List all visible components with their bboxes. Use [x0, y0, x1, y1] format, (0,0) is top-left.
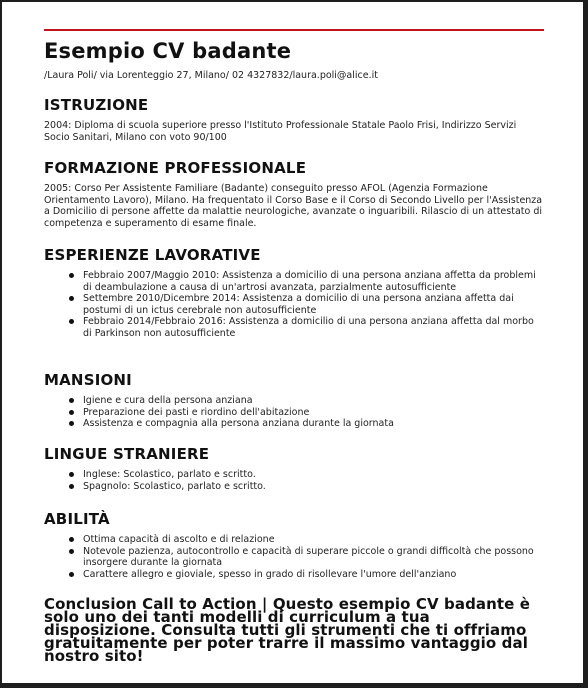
list-item: Preparazione dei pasti e riordino dell'abitazione — [69, 407, 544, 419]
list-item: Carattere allegro e gioviale, spesso in grado di risollevare l'umore dell'anziano — [69, 569, 544, 581]
section-formazione — [44, 159, 544, 229]
esperienze-list — [44, 270, 544, 340]
abilita-list — [44, 534, 544, 580]
istruzione-text: 2004: Diploma di scuola superiore presso l'Istituto Professionale Statale Paolo Frisi, Indirizzo Servizi Socio Sanitari, Milano con voto 90/100 — [44, 120, 517, 143]
cv-title: Esempio CV badante — [44, 39, 292, 63]
section-esperienze — [44, 246, 544, 340]
list-item: Inglese: Scolastico, parlato e scritto. — [69, 469, 544, 481]
contact-line: /Laura Poli/ via Lorenteggio 27, Milano/ 02 4327832/laura.poli@alice.it — [44, 70, 378, 81]
heading-mansioni: MANSIONI — [44, 371, 132, 389]
list-item: Notevole pazienza, autocontrollo e capacità di superare piccole o grandi difficoltà che possono insorgere durante la giornata — [69, 546, 544, 569]
section-lingue — [44, 445, 544, 492]
formazione-text: 2005: Corso Per Assistente Familiare (Badante) conseguito presso AFOL (Agenzia Formazione Orientamento Lavoro), Milano. Ha frequentato il Corso Base e il Corso di Secondo Livello per l'Assistenza a Domicilio di persone affette da malattie neurologiche, avanzate o inguaribili. Rilascio di un attestato di competenza e superamento di esame finale. — [44, 183, 543, 229]
lingue-list — [44, 469, 544, 492]
list-item: Ottima capacità di ascolto e di relazione — [69, 534, 544, 546]
heading-abilita: ABILITÀ — [44, 510, 110, 528]
section-istruzione — [44, 96, 544, 143]
list-item: Igiene e cura della persona anziana — [69, 395, 544, 407]
heading-istruzione: ISTRUZIONE — [44, 96, 149, 114]
mansioni-list — [44, 395, 544, 430]
list-item: Febbraio 2014/Febbraio 2016: Assistenza a domicilio di una persona anziana affetta dal morbo di Parkinson non autosufficiente — [69, 316, 544, 339]
section-mansioni — [44, 371, 544, 430]
list-item: Assistenza e compagnia alla persona anziana durante la giornata — [69, 418, 544, 430]
heading-formazione: FORMAZIONE PROFESSIONALE — [44, 159, 307, 177]
call-to-action: Conclusion Call to Action | Questo esempio CV badante è solo uno dei tanti modelli di curriculum a tua disposizione. Consulta tutti gli strumenti che ti offriamo gratuitamente per poter trarre il massimo vantaggio dal nostro sito! — [44, 595, 531, 665]
section-abilita — [44, 510, 544, 580]
heading-esperienze: ESPERIENZE LAVORATIVE — [44, 246, 261, 264]
list-item: Febbraio 2007/Maggio 2010: Assistenza a domicilio di una persona anziana affetta da problemi di deambulazione a causa di un'artrosi avanzata, parzialmente autosufficiente — [69, 270, 544, 293]
list-item: Spagnolo: Scolastico, parlato e scritto. — [69, 481, 544, 493]
list-item: Settembre 2010/Dicembre 2014: Assistenza a domicilio di una persona anziana affetta dai postumi di un ictus cerebrale non autosufficiente — [69, 293, 544, 316]
header-rule — [44, 29, 544, 31]
heading-lingue: LINGUE STRANIERE — [44, 445, 210, 463]
